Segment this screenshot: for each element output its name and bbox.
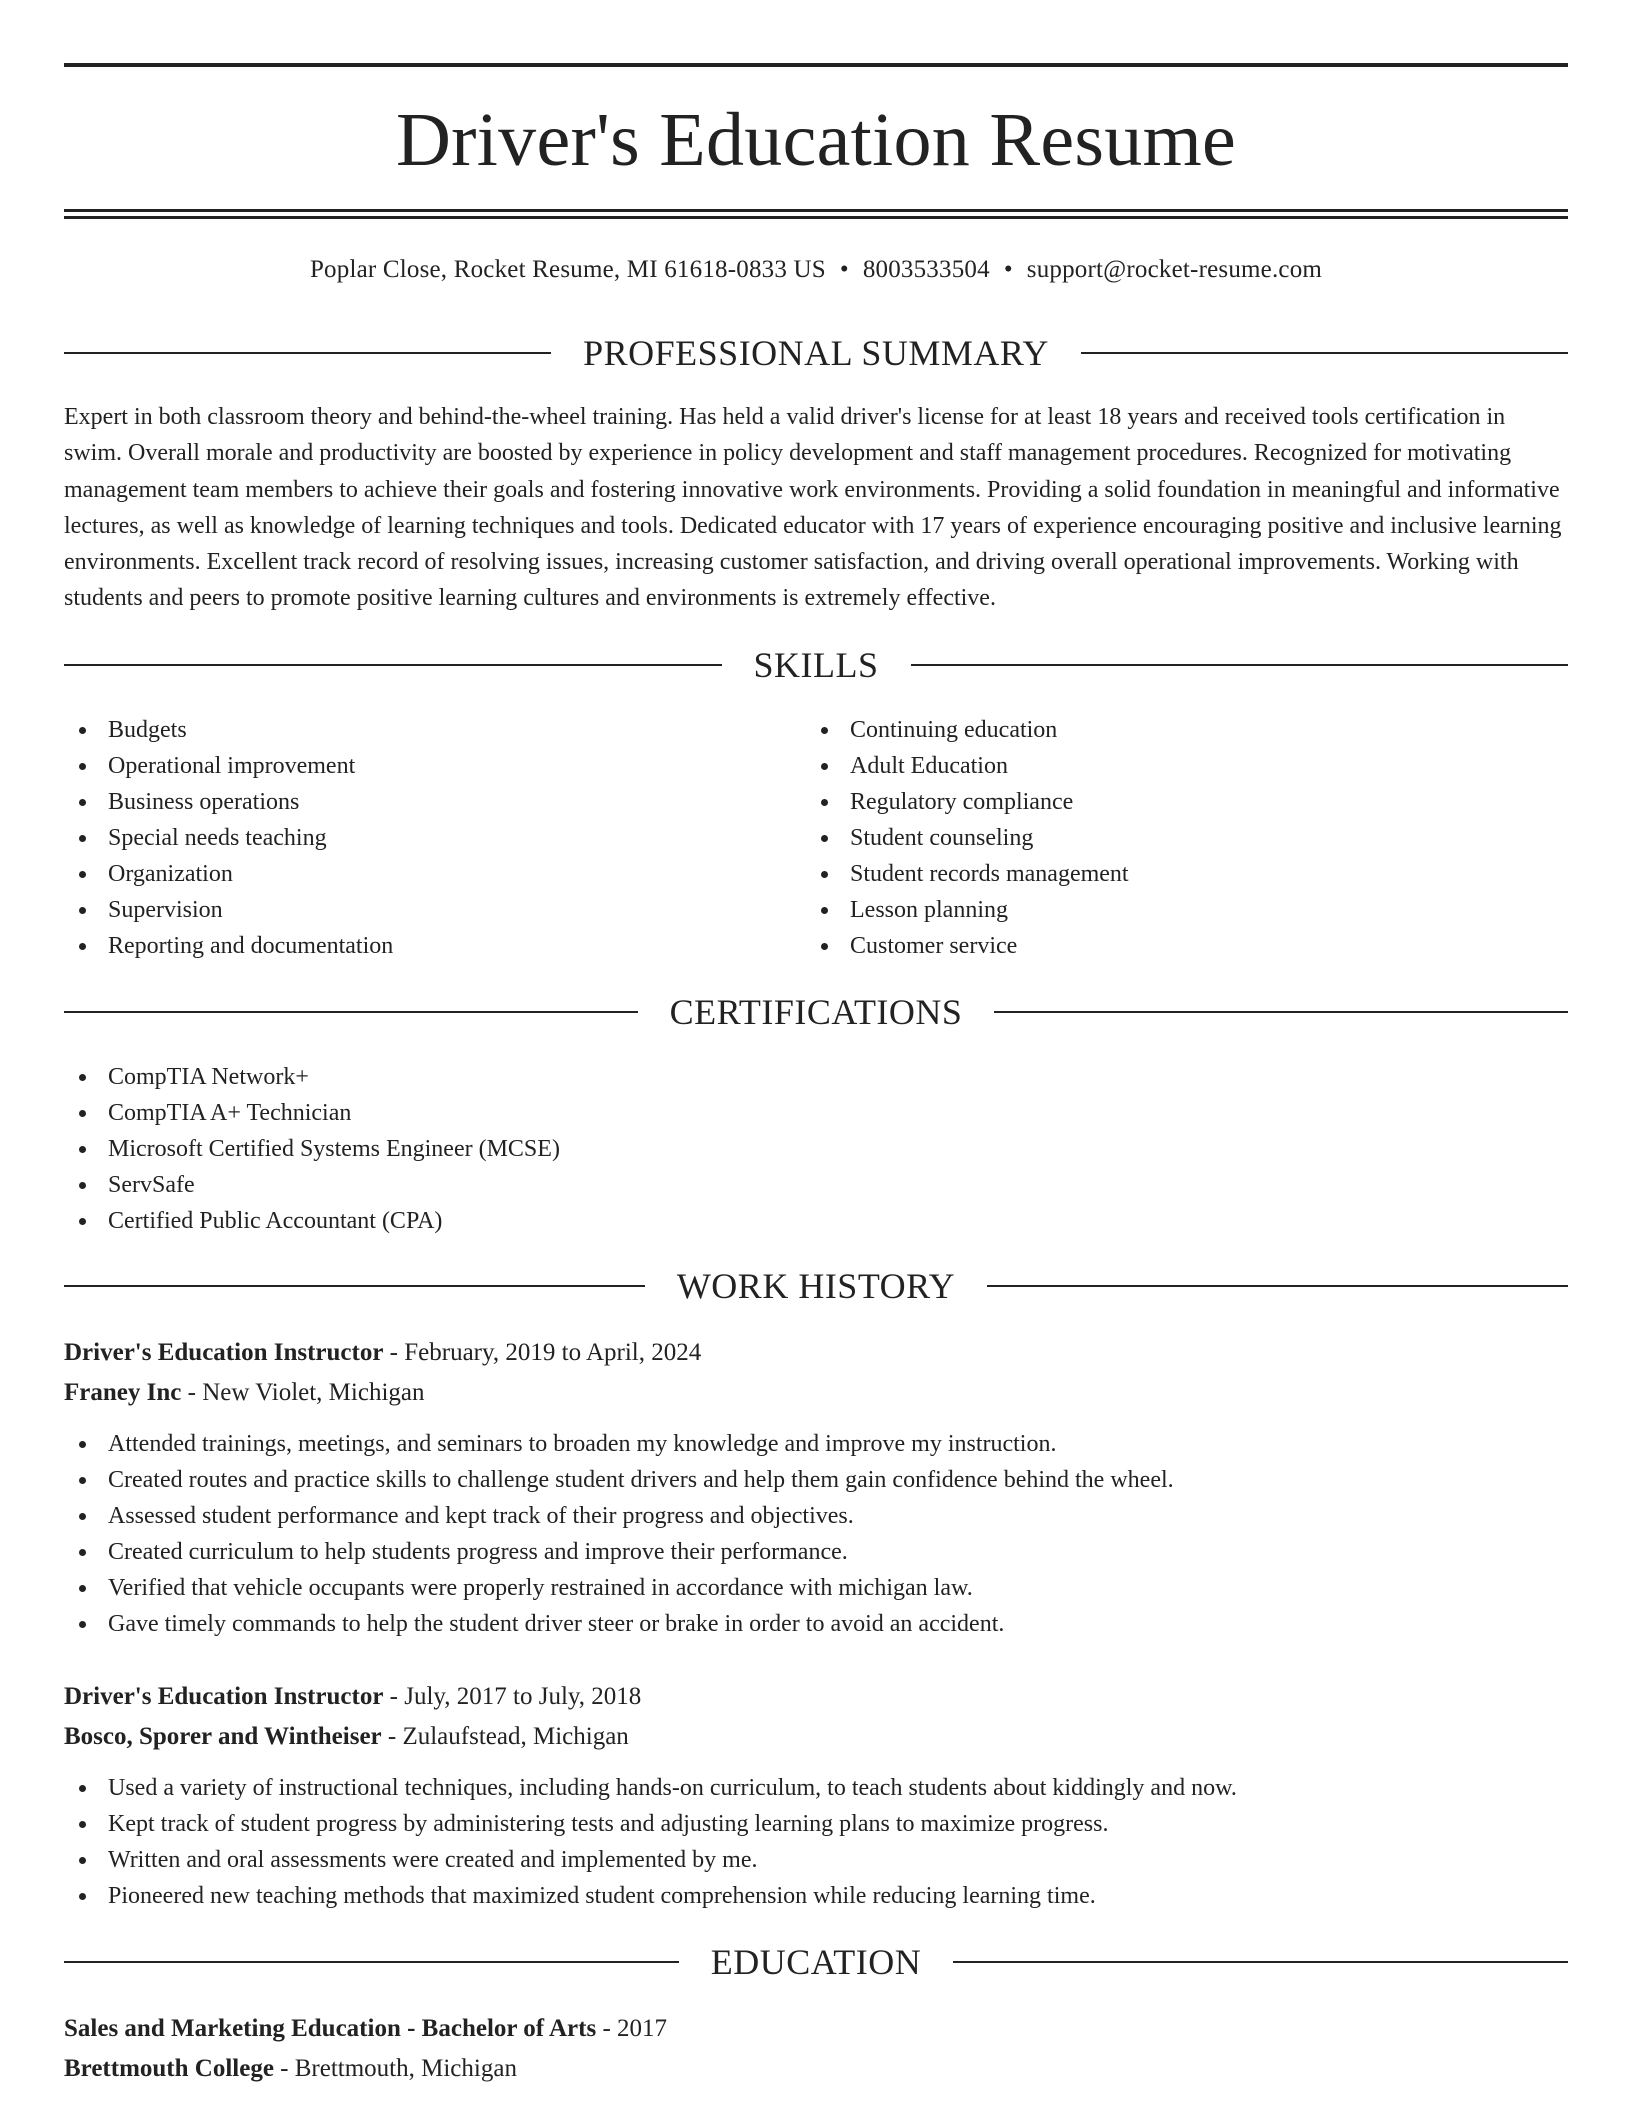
job-dates: July, 2017 to July, 2018 bbox=[404, 1683, 642, 1710]
section-header-work-history bbox=[64, 1264, 1568, 1308]
job-company: Franey Inc bbox=[64, 1379, 182, 1406]
job-entry bbox=[64, 1677, 1568, 1757]
job-bullet: Used a variety of instructional techniques, including hands-on curriculum, to teach students about kiddingly and now. bbox=[64, 1770, 1568, 1806]
section-rule bbox=[911, 664, 1569, 666]
section-title-skills: SKILLS bbox=[753, 645, 879, 685]
section-rule bbox=[64, 1285, 645, 1287]
job-location: Zulaufstead, Michigan bbox=[402, 1723, 629, 1750]
job-company-line: Franey Inc - New Violet, Michigan bbox=[64, 1379, 425, 1406]
job-bullet: Written and oral assessments were created and implemented by me. bbox=[64, 1842, 1568, 1878]
job-bullet: Attended trainings, meetings, and seminars to broaden my knowledge and improve my instruction. bbox=[64, 1426, 1568, 1462]
job-title: Driver's Education Instructor bbox=[64, 1339, 384, 1366]
skill-item: Continuing education bbox=[806, 712, 1506, 748]
section-rule bbox=[64, 664, 722, 666]
skill-item: Special needs teaching bbox=[64, 820, 764, 856]
contact-email: support@rocket-resume.com bbox=[1026, 256, 1323, 283]
skill-item: Supervision bbox=[64, 892, 764, 928]
section-title-education: EDUCATION bbox=[710, 1942, 922, 1982]
contact-phone: 8003533504 bbox=[862, 256, 990, 283]
education-entry bbox=[64, 2009, 1568, 2089]
skill-item: Reporting and documentation bbox=[64, 928, 764, 964]
contact-line bbox=[64, 252, 1568, 288]
section-rule bbox=[64, 352, 551, 354]
certification-item: CompTIA Network+ bbox=[64, 1059, 1568, 1095]
section-title-work-history: WORK HISTORY bbox=[676, 1266, 956, 1306]
job-location: New Violet, Michigan bbox=[202, 1379, 425, 1406]
section-header-summary bbox=[64, 331, 1568, 375]
section-rule bbox=[987, 1285, 1568, 1287]
job-title: Driver's Education Instructor bbox=[64, 1683, 384, 1710]
resume-title: Driver's Education Resume bbox=[395, 98, 1237, 182]
skill-item: Student counseling bbox=[806, 820, 1506, 856]
contact-separator: • bbox=[1003, 256, 1013, 283]
job-bullet: Created curriculum to help students progress and improve their performance. bbox=[64, 1534, 1568, 1570]
job-bullet: Gave timely commands to help the student driver steer or brake in order to avoid an accident. bbox=[64, 1606, 1568, 1642]
job-bullet: Created routes and practice skills to challenge student drivers and help them gain confidence behind the wheel. bbox=[64, 1462, 1568, 1498]
job-title-line: Driver's Education Instructor - July, 2017 to July, 2018 bbox=[64, 1683, 642, 1710]
skill-item: Business operations bbox=[64, 784, 764, 820]
section-rule bbox=[64, 1961, 679, 1963]
education-school: Brettmouth College bbox=[64, 2055, 274, 2082]
section-header-skills bbox=[64, 643, 1568, 687]
job-bullets bbox=[64, 1770, 1568, 1914]
top-rule bbox=[64, 63, 1568, 67]
certification-item: Certified Public Accountant (CPA) bbox=[64, 1203, 1568, 1239]
section-rule bbox=[1081, 352, 1568, 354]
skill-item: Organization bbox=[64, 856, 764, 892]
section-header-certifications bbox=[64, 990, 1568, 1034]
education-year: 2017 bbox=[617, 2015, 668, 2042]
job-entry bbox=[64, 1333, 1568, 1413]
job-company-line: Bosco, Sporer and Wintheiser - Zulaufstead, Michigan bbox=[64, 1723, 629, 1750]
summary-text: Expert in both classroom theory and behind-the-wheel training. Has held a valid driver's license for at least 18 years and received tools certification in swim. Overall morale and productivity are boosted by experience in policy development and staff management procedures. Recognized for motivating management team members to achieve their goals and fostering innovative work environments. Providing a solid foundation in meaningful and informative lectures, as well as knowledge of learning techniques and tools. Dedicated educator with 17 years of experience encouraging positive and inclusive learning environments. Excellent track record of resolving issues, increasing customer satisfaction, and driving overall operational improvements. Working with students and peers to promote positive learning cultures and environments is extremely effective. bbox=[64, 404, 1562, 612]
skill-item: Adult Education bbox=[806, 748, 1506, 784]
section-rule bbox=[953, 1961, 1568, 1963]
section-rule bbox=[64, 1011, 638, 1013]
job-bullets bbox=[64, 1426, 1568, 1642]
section-title-summary: PROFESSIONAL SUMMARY bbox=[583, 333, 1049, 373]
job-bullet: Kept track of student progress by administering tests and adjusting learning plans to maximize progress. bbox=[64, 1806, 1568, 1842]
skill-item: Lesson planning bbox=[806, 892, 1506, 928]
contact-separator: • bbox=[839, 256, 849, 283]
skills-list-left bbox=[64, 712, 764, 964]
title-double-rule bbox=[64, 209, 1568, 219]
skill-item: Budgets bbox=[64, 712, 764, 748]
job-title-line: Driver's Education Instructor - February, 2019 to April, 2024 bbox=[64, 1339, 702, 1366]
certification-item: CompTIA A+ Technician bbox=[64, 1095, 1568, 1131]
contact-address: Poplar Close, Rocket Resume, MI 61618-0833 US bbox=[309, 256, 826, 283]
job-bullet: Pioneered new teaching methods that maximized student comprehension while reducing learning time. bbox=[64, 1878, 1568, 1914]
job-bullet: Verified that vehicle occupants were properly restrained in accordance with michigan law. bbox=[64, 1570, 1568, 1606]
skill-item: Customer service bbox=[806, 928, 1506, 964]
skill-item: Student records management bbox=[806, 856, 1506, 892]
certifications-list bbox=[64, 1059, 1568, 1239]
education-degree: Sales and Marketing Education - Bachelor of Arts bbox=[64, 2015, 597, 2042]
skills-list-right bbox=[806, 712, 1506, 964]
job-dates: February, 2019 to April, 2024 bbox=[404, 1339, 702, 1366]
section-header-education bbox=[64, 1940, 1568, 1984]
job-company: Bosco, Sporer and Wintheiser bbox=[64, 1723, 382, 1750]
section-rule bbox=[994, 1011, 1568, 1013]
skill-item: Operational improvement bbox=[64, 748, 764, 784]
certification-item: ServSafe bbox=[64, 1167, 1568, 1203]
skill-item: Regulatory compliance bbox=[806, 784, 1506, 820]
section-title-certifications: CERTIFICATIONS bbox=[669, 992, 963, 1032]
certification-item: Microsoft Certified Systems Engineer (MCSE) bbox=[64, 1131, 1568, 1167]
education-location: Brettmouth, Michigan bbox=[294, 2055, 517, 2082]
education-school-line: Brettmouth College - Brettmouth, Michigan bbox=[64, 2055, 517, 2082]
education-degree-line: Sales and Marketing Education - Bachelor of Arts - 2017 bbox=[64, 2015, 668, 2042]
job-bullet: Assessed student performance and kept track of their progress and objectives. bbox=[64, 1498, 1568, 1534]
